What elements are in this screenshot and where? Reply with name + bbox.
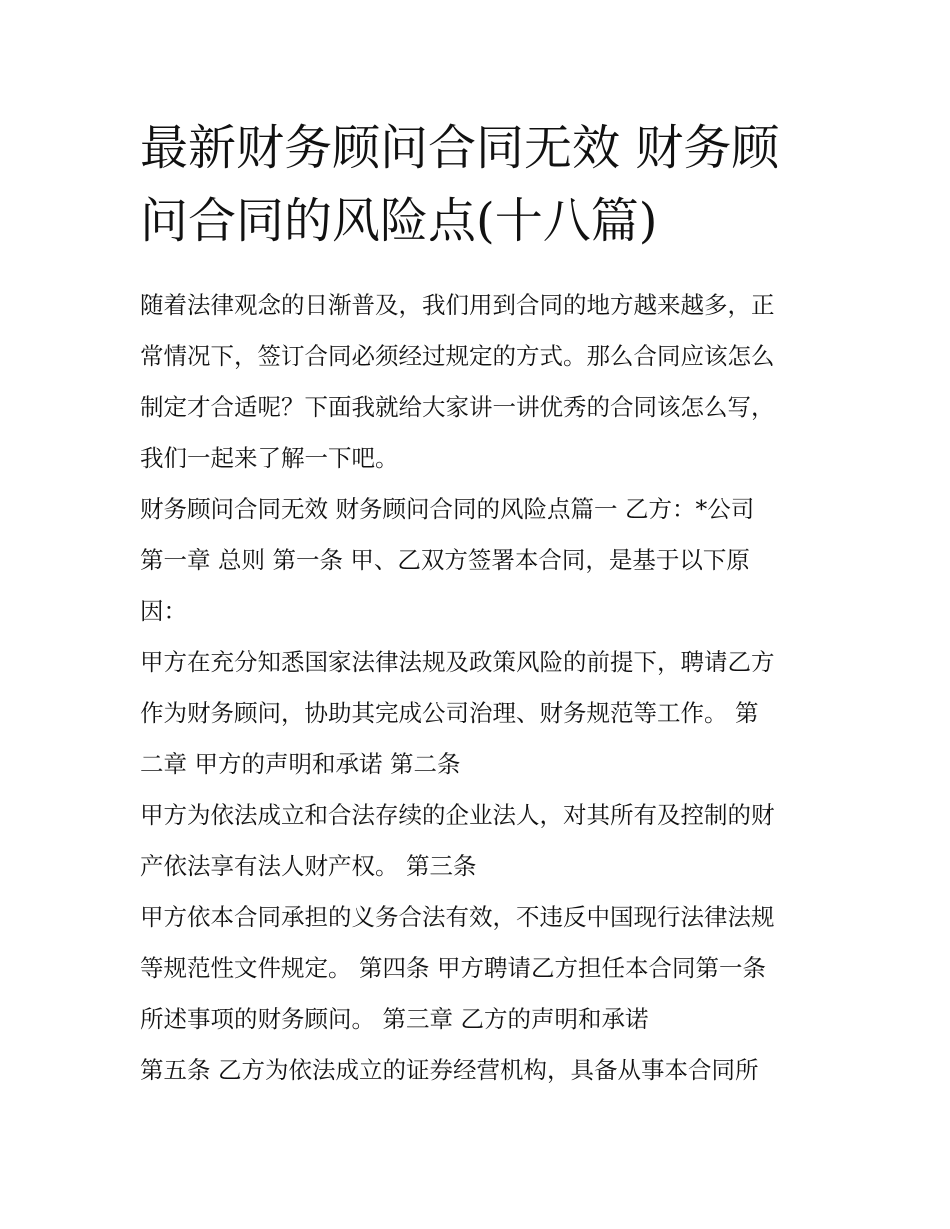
document-body — [140, 280, 830, 1096]
body-line: 等规范性文件规定。 第四条 甲方聘请乙方担任本合同第一条 — [140, 954, 766, 982]
body-line: 常情况下，签订合同必须经过规定的方式。那么合同应该怎么 — [140, 342, 775, 370]
title-line: 最新财务顾问合同无效 财务顾 — [140, 120, 780, 176]
body-line: 我们一起来了解一下吧。 — [140, 444, 399, 472]
body-line: 作为财务顾问，协助其完成公司治理、财务规范等工作。 第 — [140, 699, 759, 727]
body-line: 甲方为依法成立和合法存续的企业法人，对其所有及控制的财 — [140, 801, 775, 829]
body-line: 二章 甲方的声明和承诺 第二条 — [140, 750, 461, 778]
body-line: 第五条 乙方为依法成立的证券经营机构，具备从事本合同所 — [140, 1056, 759, 1084]
body-line: 随着法律观念的日渐普及，我们用到合同的地方越来越多，正 — [140, 291, 775, 319]
body-line: 甲方依本合同承担的义务合法有效，不违反中国现行法律法规 — [140, 903, 775, 931]
body-line: 所述事项的财务顾问。 第三章 乙方的声明和承诺 — [140, 1005, 649, 1033]
body-line: 因： — [140, 597, 187, 625]
body-line: 产依法享有法人财产权。 第三条 — [140, 852, 477, 880]
body-line: 财务顾问合同无效 财务顾问合同的风险点篇一 乙方：*公司 — [140, 495, 755, 523]
body-line: 甲方在充分知悉国家法律法规及政策风险的前提下，聘请乙方 — [140, 648, 775, 676]
body-line: 第一章 总则 第一条 甲、乙双方签署本合同，是基于以下原 — [140, 546, 750, 574]
body-line: 制定才合适呢？下面我就给大家讲一讲优秀的合同该怎么写， — [140, 393, 775, 421]
title-line: 问合同的风险点(十八篇) — [140, 193, 658, 249]
document-title — [140, 112, 820, 258]
